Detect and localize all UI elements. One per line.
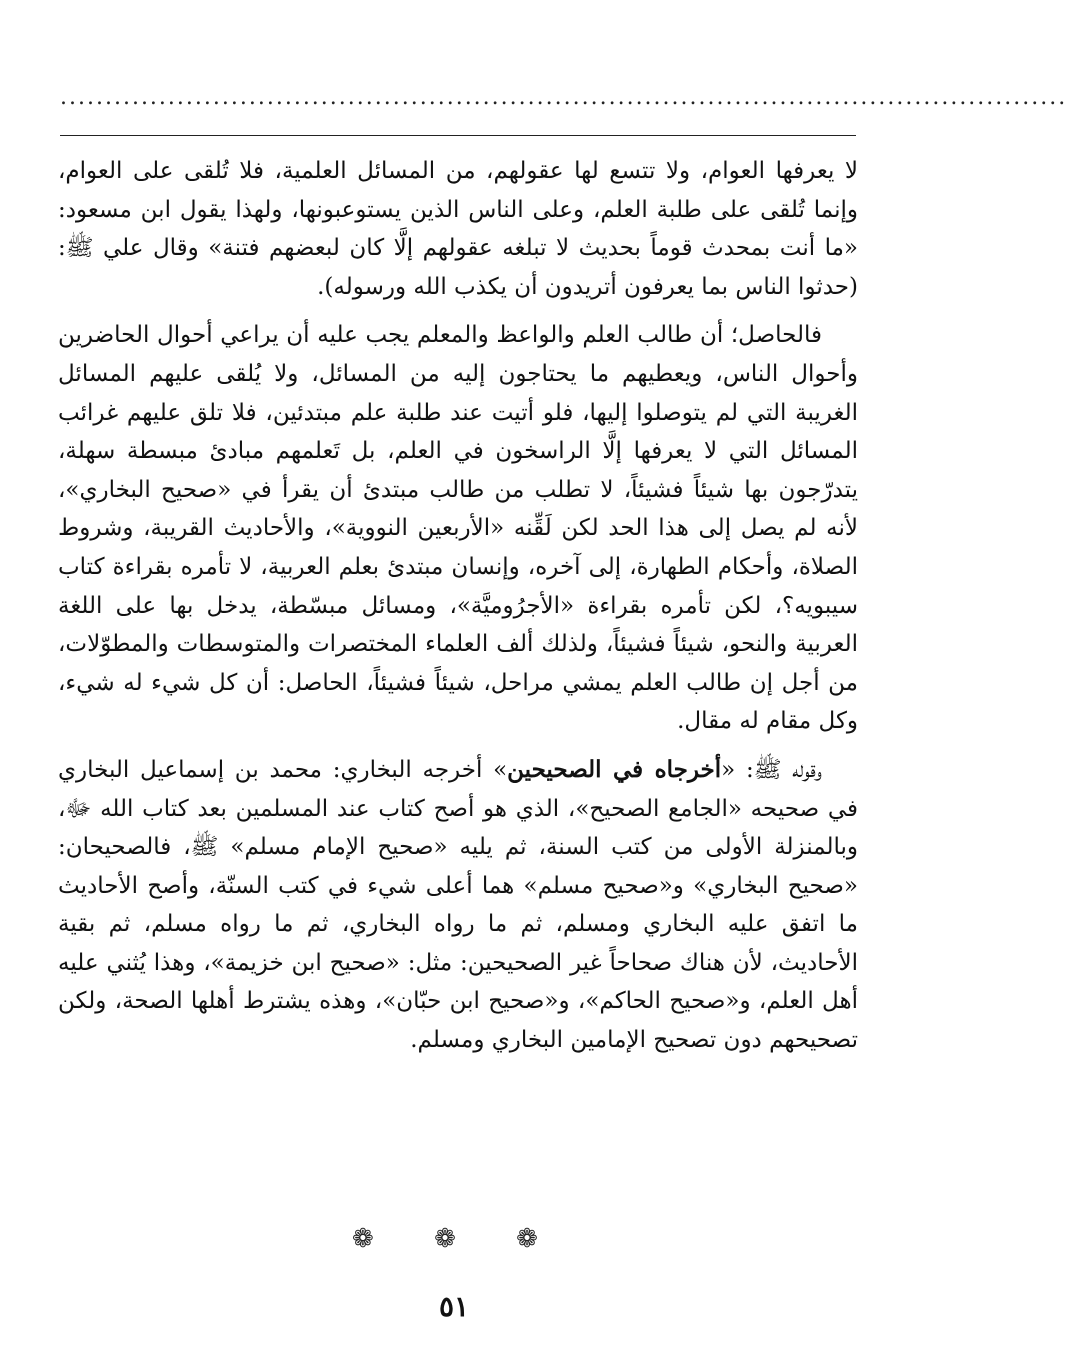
page-number: ٥١ — [438, 1290, 470, 1323]
paragraph-1: لا يعرفها العوام، ولا تتسع لها عقولهم، من المسائل العلمية، فلا تُلقى على العوام، وإنما تُلقى على طلبة العلم، وعلى الناس الذين يستوعبونها، ولهذا يقول ابن مسعود: «ما أنت بمحدث قوماً بحديث لا تبلغه عقولهم إلَّا كان لبعضهم فتنة» وقال علي ﷺ: (حدثوا الناس بما يعرفون أتريدون أن يكذب الله ورسوله). — [58, 158, 858, 300]
paragraph-3-intro: وقوله ﷺ: « — [721, 756, 822, 783]
header-dotted-line: ................................................................................................................ — [60, 85, 1067, 110]
paragraph-3-rest: » أخرجه البخاري: محمد بن إسماعيل البخاري في صحيحه «الجامع الصحيح»، الذي هو أصح كتاب عند المسلمين بعد كتاب الله ﷻ، وبالمنزلة الأولى من كتب السنة، ثم يليه «صحيح الإمام مسلم» ﷺ، فالصحيحان: «صحيح البخاري» و«صحيح مسلم» هما أعلى شيء في كتب السنّة، وأصح الأحاديث ما اتفق عليه البخاري ومسلم، ثم ما رواه البخاري، ثم ما رواه مسلم، ثم بقية الأحاديث، لأن هناك صحاحاً غير الصحيحين: مثل: «صحيح ابن خزيمة»، وهذا يُثني عليه أهل العلم، و«صحيح الحاكم»، و«صحيح ابن حبّان»، وهذه يشترط أهلها الصحة، ولكن تصحيحهم دون تصحيح الإمامين البخاري ومسلم. — [58, 756, 858, 1054]
paragraph-3-bold-quote: أخرجاه في الصحيحين — [507, 755, 722, 783]
flower-ornament-icon: ❁ — [352, 1224, 392, 1254]
paragraph-2: فالحاصل؛ أن طالب العلم والواعظ والمعلم يجب عليه أن يراعي أحوال الحاضرين وأحوال الناس، ويعطيهم ما يحتاجون إليه من المسائل، ولا يُلقى عليهم المسائل الغريبة التي لم يتوصلوا إليها، فلو أتيت عند طلبة علم مبتدئين، فلا تلق عليهم غرائب المسائل التي لا يعرفها إلَّا الراسخون في العلم، بل تَعلمهم مبادئ مبسطة سهلة، يتدرّجون بها شيئاً فشيئاً، لا تطلب من طالب مبتدئ أن يقرأ في «صحيح البخاري»، لأنه لم يصل إلى هذا الحد لكن لَقِّنه «الأربعين النووية»، والأحاديث القريبة، وشروط الصلاة، وأحكام الطهارة، إلى آخره، وإنسان مبتدئ بعلم العربية، لا تأمره بقراءة كتاب سيبويه؟، لكن تأمره بقراءة «الأجرُوميَّة»، ومسائل مبسّطة، يدخل بها على اللغة العربية والنحو، شيئاً فشيئاً، ولذلك ألف العلماء المختصرات والمتوسطات والمطوّلات، من أجل إن طالب العلم يمشي مراحل، شيئاً فشيئاً، الحاصل: أن كل شيء له شيء، وكل مقام له مقال. — [58, 322, 858, 735]
body-text — [58, 152, 858, 1070]
paragraph-3 — [58, 751, 858, 1060]
flower-ornament-icon: ❁ — [516, 1224, 556, 1254]
header-rule — [60, 135, 856, 136]
flower-ornament-icon: ❁ — [434, 1224, 474, 1254]
section-separator — [0, 1224, 908, 1254]
